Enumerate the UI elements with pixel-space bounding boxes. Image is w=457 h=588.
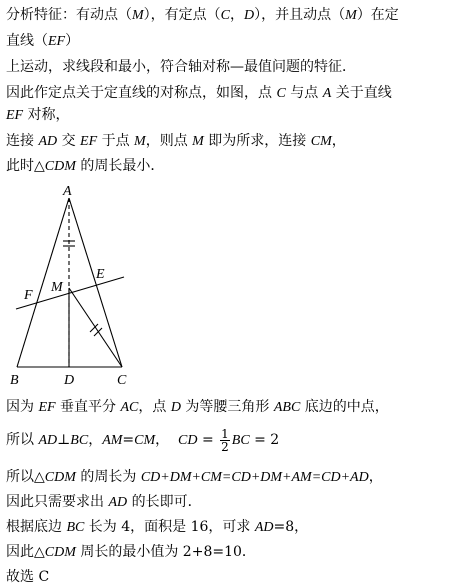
text: 所以 (6, 432, 39, 448)
text: ， (155, 432, 179, 448)
analysis-line-3 (6, 58, 356, 76)
text: 关于直线 (331, 85, 392, 101)
perp-symbol: ⊥ (57, 432, 71, 448)
math: M (192, 134, 204, 149)
text: ，则点 (145, 133, 193, 149)
fraction-denominator: 2 (221, 439, 229, 454)
fraction-numerator: 1 (221, 426, 229, 441)
math: EF (38, 400, 56, 415)
text: =8， (273, 519, 309, 535)
label-c: C (117, 373, 127, 388)
text: 故选 C (6, 569, 50, 585)
math: M (132, 8, 144, 23)
text: ），并且动点（ (254, 7, 346, 23)
math: D (244, 8, 255, 23)
text: = 2 (249, 432, 280, 448)
text: ）在定 (356, 7, 399, 23)
math: AC (120, 400, 139, 415)
math: BC (231, 433, 250, 448)
text: 即为所求，连接 (203, 133, 311, 149)
label-f: F (24, 288, 33, 303)
label-e: E (96, 267, 105, 282)
text: 所以△ (6, 469, 45, 485)
text: 此时△ (6, 158, 45, 174)
math: M (345, 8, 357, 23)
math: C (220, 8, 231, 23)
label-a: A (63, 184, 72, 199)
text: ） (65, 33, 80, 49)
text: 上运动，求线段和最小，符合轴对称—最值问题的特征． (6, 59, 356, 75)
math: AD (254, 520, 274, 535)
math: CDM (44, 159, 76, 174)
text: 根据底边 (6, 519, 67, 535)
text: ，点 (138, 399, 171, 415)
math: AD (38, 433, 58, 448)
segment-mc (69, 288, 122, 367)
text: 分析特征：有动点（ (6, 7, 132, 23)
text: 因此只需要求出 (6, 494, 109, 510)
math: D (170, 400, 181, 415)
solution-line-7 (6, 568, 49, 586)
label-m: M (51, 280, 63, 295)
math: M (134, 134, 146, 149)
math: CM (134, 433, 156, 448)
text: 因为 (6, 399, 39, 415)
math: AM (102, 433, 123, 448)
text: 的周长为 (75, 469, 141, 485)
solution-line-5 (6, 518, 308, 537)
text: 垂直平分 (55, 399, 121, 415)
math: ABC (273, 400, 301, 415)
math: EF (6, 108, 24, 123)
text: 与点 (285, 85, 323, 101)
text: ， (230, 7, 245, 23)
solution-line-3 (6, 468, 383, 487)
label-b: B (10, 373, 19, 388)
math: CD+DM+CM=CD+DM+AM=CD+AD (140, 470, 369, 485)
text: ， (331, 133, 346, 149)
text: 的长即可． (127, 494, 202, 510)
analysis-line-4 (6, 84, 392, 103)
math: AD (108, 495, 128, 510)
math: EF (48, 34, 66, 49)
math: AD (38, 134, 58, 149)
text: 周长的最小值为 2+8=10． (75, 544, 256, 560)
fraction-one-half (220, 428, 230, 453)
text: 直线（ (6, 33, 48, 49)
math: CDM (44, 545, 76, 560)
text: ， (88, 432, 103, 448)
side-ac (69, 198, 122, 367)
analysis-line-1 (6, 6, 399, 25)
text: 底边的中点， (300, 399, 389, 415)
text: ），有定点（ (143, 7, 221, 23)
text: 于点 (97, 133, 135, 149)
solution-line-4 (6, 493, 202, 512)
math: CD (178, 433, 198, 448)
analysis-line-2 (6, 32, 79, 51)
text: 为等腰三角形 (180, 399, 274, 415)
math: C (276, 86, 286, 101)
analysis-line-6 (6, 132, 346, 151)
math: CM (310, 134, 332, 149)
text: ， (368, 469, 383, 485)
label-d: D (64, 373, 75, 388)
text: = (122, 432, 135, 448)
text: 对称， (23, 107, 70, 123)
math: BC (66, 520, 85, 535)
math: BC (70, 433, 89, 448)
solution-line-6 (6, 543, 256, 562)
text: 连接 (6, 133, 39, 149)
math: A (322, 86, 332, 101)
math: CDM (44, 470, 76, 485)
solution-line-1 (6, 398, 389, 417)
analysis-line-7 (6, 157, 164, 176)
solution-line-2 (6, 426, 279, 455)
text: 长为 4，面积是 16，可求 (84, 519, 255, 535)
text: 交 (57, 133, 81, 149)
text: = (197, 432, 219, 448)
text: 因此作定点关于定直线的对称点，如图，点 (6, 85, 277, 101)
text: 因此△ (6, 544, 45, 560)
text: 的周长最小． (75, 158, 165, 174)
triangle-figure (0, 178, 140, 392)
analysis-line-5 (6, 106, 70, 125)
math: EF (80, 134, 98, 149)
